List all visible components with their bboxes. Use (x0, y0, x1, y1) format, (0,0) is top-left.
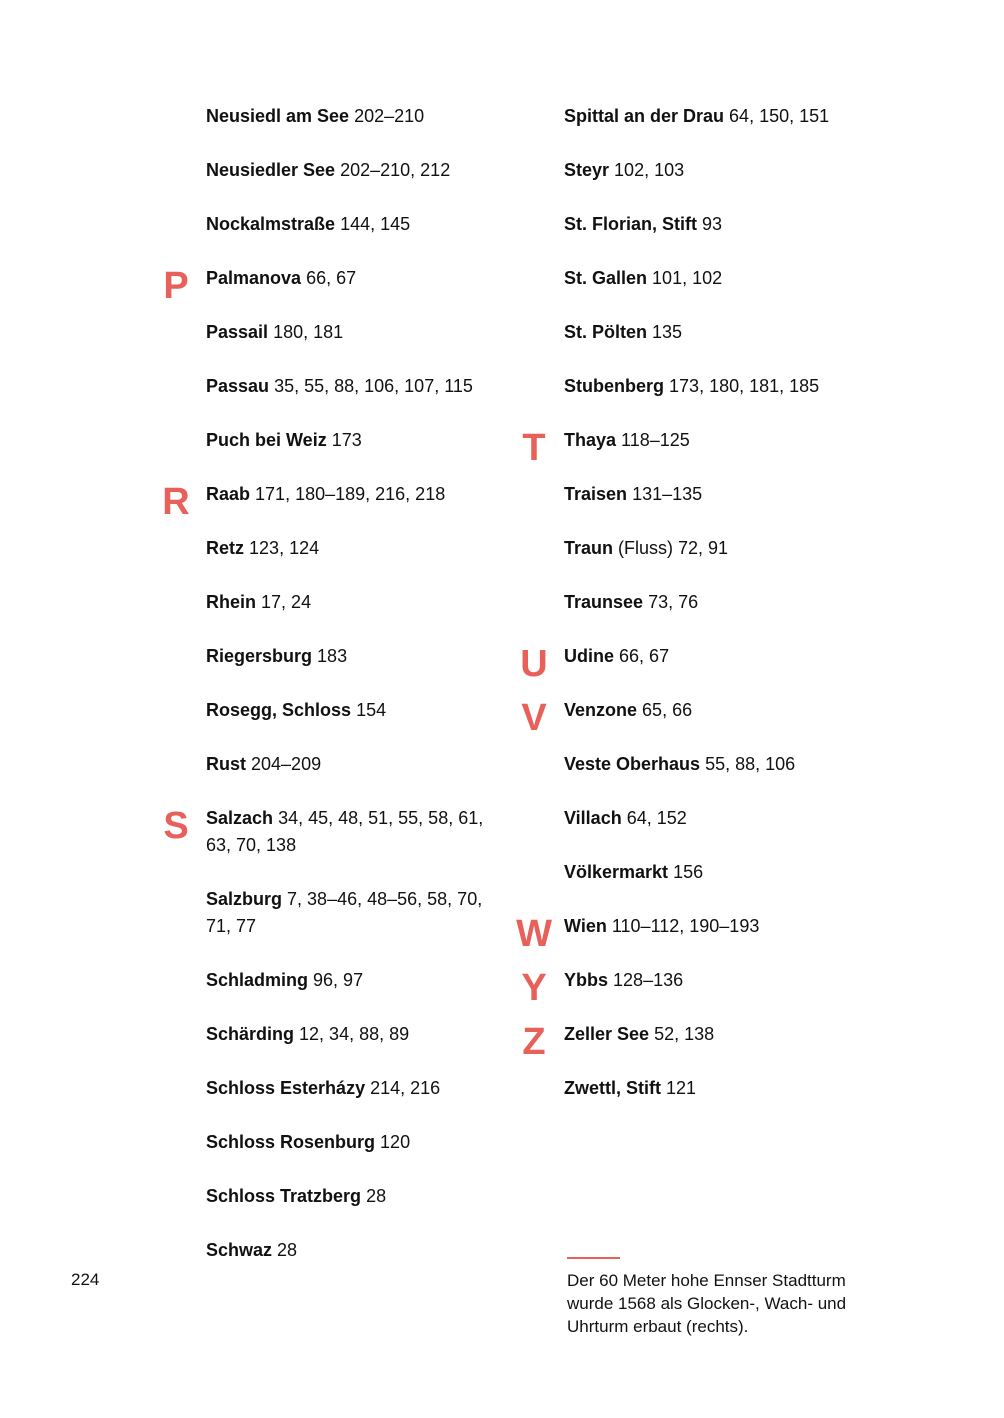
entry-name: Spittal an der Drau (564, 106, 725, 126)
photo-caption: Der 60 Meter hohe Ennser Stadtturm wurde 1568 als Glocken-, Wach- und Uhrturm erbaut (rechts). (567, 1271, 847, 1336)
entry-name: Schwaz (206, 1240, 273, 1260)
entry-pages: 131–135 (632, 484, 703, 504)
index-entry (522, 427, 864, 469)
entry-name: Zeller See (564, 1024, 650, 1044)
page-number: 224 (71, 1270, 100, 1289)
entry-name: Palmanova (206, 268, 302, 288)
index-entry (163, 805, 506, 859)
entry-pages: 214, 216 (370, 1078, 441, 1098)
index-entry (206, 643, 506, 670)
entry-pages: 7, 38–46, 48–56, 58, 70, 71, 77 (206, 889, 483, 936)
entry-pages: 66, 67 (619, 646, 670, 666)
entry-pages: 171, 180–189, 216, 218 (255, 484, 446, 504)
entry-name: Schloss Esterházy (206, 1078, 366, 1098)
entry-pages: 65, 66 (642, 700, 693, 720)
section-letter: R (162, 481, 190, 523)
entry-pages: 93 (702, 214, 723, 234)
entry-pages: 102, 103 (614, 160, 685, 180)
entry-pages: 120 (380, 1132, 411, 1152)
index-entry (521, 967, 864, 1009)
index-entry (564, 589, 864, 616)
entry-name: Puch bei Weiz (206, 430, 327, 450)
entry-name: Schloss Tratzberg (206, 1186, 362, 1206)
entry-pages: 101, 102 (652, 268, 723, 288)
entry-name: Salzburg (206, 889, 283, 909)
index-column-right (516, 103, 864, 1129)
index-entry (206, 1075, 506, 1102)
entry-pages: 180, 181 (273, 322, 344, 342)
index-entry (564, 535, 864, 562)
entry-name: St. Gallen (564, 268, 648, 288)
index-entry (163, 265, 506, 307)
section-letter: Y (521, 967, 547, 1009)
entry-name: Passau (206, 376, 270, 396)
entry-pages: 118–125 (621, 430, 690, 450)
index-entry (564, 481, 864, 508)
entry-pages: 28 (366, 1186, 387, 1206)
index-entry (206, 373, 506, 400)
index-entry (520, 643, 864, 685)
entry-pages: 173 (331, 430, 362, 450)
entry-pages: 128–136 (613, 970, 684, 990)
entry-name: Zwettl, Stift (564, 1078, 661, 1098)
entry-name: Thaya (564, 430, 617, 450)
entry-name: Traisen (564, 484, 628, 504)
entry-name: Schärding (206, 1024, 295, 1044)
index-entry (162, 481, 506, 523)
section-letter: S (163, 805, 189, 847)
entry-name: Schladming (206, 970, 309, 990)
entry-pages: 55, 88, 106 (705, 754, 796, 774)
entry-pages: 123, 124 (249, 538, 320, 558)
section-letter: U (520, 643, 548, 685)
entry-pages: 183 (317, 646, 348, 666)
entry-pages: 154 (356, 700, 387, 720)
entry-name: Schloss Rosenburg (206, 1132, 376, 1152)
entry-name: Rosegg, Schloss (206, 700, 352, 720)
entry-pages: 64, 150, 151 (729, 106, 830, 126)
entry-pages: 121 (666, 1078, 697, 1098)
section-letter: Z (522, 1021, 546, 1063)
entry-pages: 28 (277, 1240, 298, 1260)
entry-name: Rust (206, 754, 246, 774)
index-entry (564, 265, 864, 292)
index-entry (206, 886, 506, 940)
index-entry (564, 859, 864, 886)
entry-name: Villach (564, 808, 622, 828)
entry-name: Retz (206, 538, 245, 558)
entry-name: Rhein (206, 592, 257, 612)
entry-name: Nockalmstraße (206, 214, 336, 234)
index-entry (206, 1237, 506, 1264)
entry-pages: 35, 55, 88, 106, 107, 115 (274, 376, 473, 396)
entry-name: St. Pölten (564, 322, 648, 342)
entry-pages: 96, 97 (313, 970, 364, 990)
entry-name: Stubenberg (564, 376, 665, 396)
index-entry (564, 373, 864, 400)
entry-pages: 17, 24 (261, 592, 312, 612)
entry-name: Riegersburg (206, 646, 313, 666)
index-entry (206, 1021, 506, 1048)
index-column-left (162, 103, 506, 1291)
entry-name: Salzach (206, 808, 274, 828)
section-letter: P (163, 265, 189, 307)
entry-pages: 110–112, 190–193 (611, 916, 760, 936)
entry-name: Völkermarkt (564, 862, 669, 882)
index-entry (206, 967, 506, 994)
entry-pages: 173, 180, 181, 185 (669, 376, 820, 396)
index-entry (564, 319, 864, 346)
entry-pages: 12, 34, 88, 89 (299, 1024, 410, 1044)
caption-rule (567, 1257, 620, 1259)
index-entry (206, 751, 506, 778)
entry-pages: 64, 152 (626, 808, 687, 828)
index-entry (521, 697, 864, 739)
index-entry (206, 427, 506, 454)
index-entry (206, 211, 506, 238)
section-letter: T (522, 427, 546, 469)
index-entry (206, 589, 506, 616)
entry-pages: 204–209 (251, 754, 322, 774)
section-letter: V (521, 697, 547, 739)
entry-pages: 202–210, 212 (340, 160, 451, 180)
entry-pages: 52, 138 (654, 1024, 715, 1044)
index-entry (206, 157, 506, 184)
index-entry (564, 103, 864, 130)
index-entry (206, 1183, 506, 1210)
entry-name: Steyr (564, 160, 610, 180)
entry-pages: 144, 145 (340, 214, 411, 234)
index-entry (206, 697, 506, 724)
entry-name: Veste Oberhaus (564, 754, 701, 774)
index-entry (564, 805, 864, 832)
entry-pages: 156 (673, 862, 704, 882)
index-entry (564, 157, 864, 184)
entry-name: Passail (206, 322, 269, 342)
index-entry (522, 1021, 864, 1063)
entry-name: Wien (564, 916, 607, 936)
entry-name: St. Florian, Stift (564, 214, 697, 234)
entry-name: Traun (564, 538, 614, 558)
entry-name: Neusiedler See (206, 160, 336, 180)
entry-pages: 73, 76 (648, 592, 699, 612)
index-entry (206, 535, 506, 562)
entry-pages: 202–210 (354, 106, 425, 126)
index-entry (516, 913, 864, 955)
entry-pages: 66, 67 (306, 268, 357, 288)
entry-name: Neusiedl am See (206, 106, 350, 126)
entry-pages: 135 (652, 322, 683, 342)
entry-name: Udine (564, 646, 615, 666)
entry-name: Traunsee (564, 592, 644, 612)
entry-name: Ybbs (564, 970, 609, 990)
index-entry (564, 1075, 864, 1102)
entry-name: Venzone (564, 700, 638, 720)
entry-pages: (Fluss) 72, 91 (618, 538, 729, 558)
index-entry (564, 211, 864, 238)
index-entry (564, 751, 864, 778)
entry-name: Raab (206, 484, 251, 504)
entry-pages: 34, 45, 48, 51, 55, 58, 61, 63, 70, 138 (206, 808, 484, 855)
index-entry (206, 1129, 506, 1156)
section-letter: W (516, 913, 552, 955)
index-entry (206, 103, 506, 130)
index-entry (206, 319, 506, 346)
